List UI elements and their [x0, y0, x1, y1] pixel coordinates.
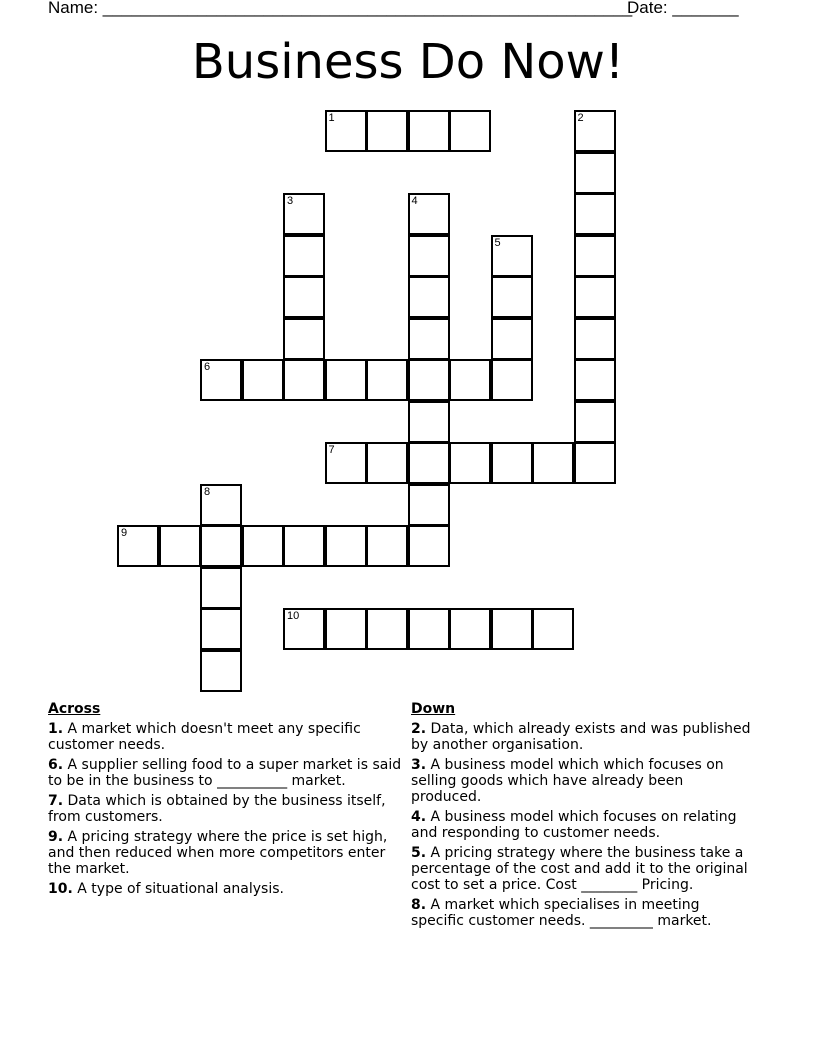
down-clue — [411, 721, 756, 753]
across-clues — [48, 701, 408, 901]
crossword-cell[interactable] — [325, 110, 367, 152]
crossword-cell[interactable] — [366, 359, 408, 401]
crossword-cell[interactable] — [366, 525, 408, 567]
crossword-cell[interactable] — [200, 484, 242, 526]
clue-number: 6 — [204, 361, 211, 373]
crossword-cell[interactable] — [242, 525, 284, 567]
crossword-cell[interactable] — [283, 276, 325, 318]
crossword-cell[interactable] — [408, 110, 450, 152]
clue-number: 4 — [411, 195, 418, 207]
across-clue — [48, 881, 408, 897]
across-clue — [48, 757, 408, 789]
crossword-cell[interactable] — [325, 442, 367, 484]
crossword-cell[interactable] — [574, 152, 616, 194]
clue-text: A type of situational analysis. — [77, 881, 284, 897]
crossword-cell[interactable] — [325, 359, 367, 401]
crossword-cell[interactable] — [574, 235, 616, 277]
clue-number: 8 — [204, 485, 211, 498]
crossword-cell[interactable] — [200, 525, 242, 567]
crossword-cell[interactable] — [408, 193, 450, 235]
crossword-cell[interactable] — [449, 442, 491, 484]
clue-text: A pricing strategy where the price is set high, and then reduced when more competitors enter the market. — [48, 829, 388, 877]
clue-text: A business model which which focuses on selling goods which have already been produced. — [411, 757, 724, 805]
across-clue — [48, 721, 408, 753]
crossword-cell[interactable] — [408, 525, 450, 567]
crossword-cell[interactable] — [283, 318, 325, 360]
crossword-cell[interactable] — [325, 525, 367, 567]
clue-number: 6. — [48, 757, 64, 773]
clue-text: A business model which focuses on relating and responding to customer needs. — [411, 809, 737, 841]
clue-text: A market which specialises in meeting specific customer needs. _________ market. — [411, 897, 712, 929]
crossword-cell[interactable] — [491, 276, 533, 318]
crossword-cell[interactable] — [200, 567, 242, 609]
crossword-cell[interactable] — [366, 110, 408, 152]
clue-number: 2 — [577, 112, 584, 124]
crossword-cell[interactable] — [283, 525, 325, 567]
crossword-cell[interactable] — [491, 318, 533, 360]
crossword-cell[interactable] — [574, 193, 616, 235]
crossword-cell[interactable] — [574, 110, 616, 152]
across-heading: Across — [48, 701, 101, 717]
crossword-cell[interactable] — [159, 525, 201, 567]
down-clue — [411, 809, 756, 841]
crossword-cell[interactable] — [325, 608, 367, 650]
crossword-cell[interactable] — [574, 318, 616, 360]
crossword-cell[interactable] — [491, 442, 533, 484]
clue-text: Data which is obtained by the business itself, from customers. — [48, 793, 386, 825]
clue-number: 5 — [494, 236, 501, 249]
crossword-cell[interactable] — [283, 193, 325, 235]
down-heading: Down — [411, 701, 456, 717]
clue-text: A pricing strategy where the business take a percentage of the cost and add it to the original cost to set a price. Cost ________ Pricing. — [411, 845, 748, 893]
crossword-cell[interactable] — [574, 442, 616, 484]
clue-number: 1. — [48, 721, 64, 737]
crossword-cell[interactable] — [491, 235, 533, 277]
crossword-cell[interactable] — [366, 608, 408, 650]
clue-text: Data, which already exists and was published by another organisation. — [411, 721, 751, 753]
name-field-label: Name: ________________________________________________________ — [48, 0, 633, 17]
clue-number: 3 — [287, 195, 294, 207]
crossword-cell[interactable] — [532, 608, 574, 650]
crossword-cell[interactable] — [449, 608, 491, 650]
page-title: Business Do Now! — [191, 34, 625, 90]
clue-number: 2. — [411, 721, 427, 737]
crossword-cell[interactable] — [408, 401, 450, 443]
crossword-cell[interactable] — [408, 276, 450, 318]
clue-number: 1 — [328, 112, 335, 124]
crossword-cell[interactable] — [408, 359, 450, 401]
crossword-cell[interactable] — [574, 359, 616, 401]
crossword-cell[interactable] — [408, 484, 450, 526]
crossword-cell[interactable] — [283, 608, 325, 650]
clue-number: 9 — [121, 527, 128, 539]
clue-text: A market which doesn't meet any specific customer needs. — [48, 721, 361, 753]
crossword-cell[interactable] — [408, 608, 450, 650]
crossword-cell[interactable] — [532, 442, 574, 484]
clue-number: 7 — [328, 444, 335, 456]
down-clue — [411, 897, 756, 929]
across-clue — [48, 793, 408, 825]
crossword-cell[interactable] — [200, 650, 242, 692]
crossword-cell[interactable] — [408, 235, 450, 277]
clue-text: A supplier selling food to a super market is said to be in the business to __________ market. — [48, 757, 402, 789]
crossword-cell[interactable] — [200, 359, 242, 401]
crossword-cell[interactable] — [242, 359, 284, 401]
crossword-cell[interactable] — [574, 276, 616, 318]
down-clue — [411, 757, 756, 805]
across-clue — [48, 829, 408, 877]
crossword-cell[interactable] — [491, 359, 533, 401]
down-clue — [411, 845, 756, 893]
crossword-cell[interactable] — [449, 110, 491, 152]
down-clues — [411, 701, 756, 933]
clue-number: 5. — [411, 845, 427, 861]
clue-number: 8. — [411, 897, 427, 913]
crossword-cell[interactable] — [491, 608, 533, 650]
clue-number: 10. — [48, 881, 73, 897]
clue-number: 9. — [48, 829, 64, 845]
crossword-cell[interactable] — [283, 359, 325, 401]
clue-number: 7. — [48, 793, 64, 809]
crossword-cell[interactable] — [574, 401, 616, 443]
date-field-label: Date: _______ — [627, 0, 739, 17]
crossword-cell[interactable] — [117, 525, 159, 567]
clue-number: 4. — [411, 809, 427, 825]
clue-number: 3. — [411, 757, 427, 773]
clue-number: 10 — [287, 610, 300, 622]
crossword-cell[interactable] — [408, 442, 450, 484]
crossword-cell[interactable] — [366, 442, 408, 484]
crossword-cell[interactable] — [408, 318, 450, 360]
crossword-cell[interactable] — [449, 359, 491, 401]
crossword-cell[interactable] — [283, 235, 325, 277]
crossword-cell[interactable] — [200, 608, 242, 650]
